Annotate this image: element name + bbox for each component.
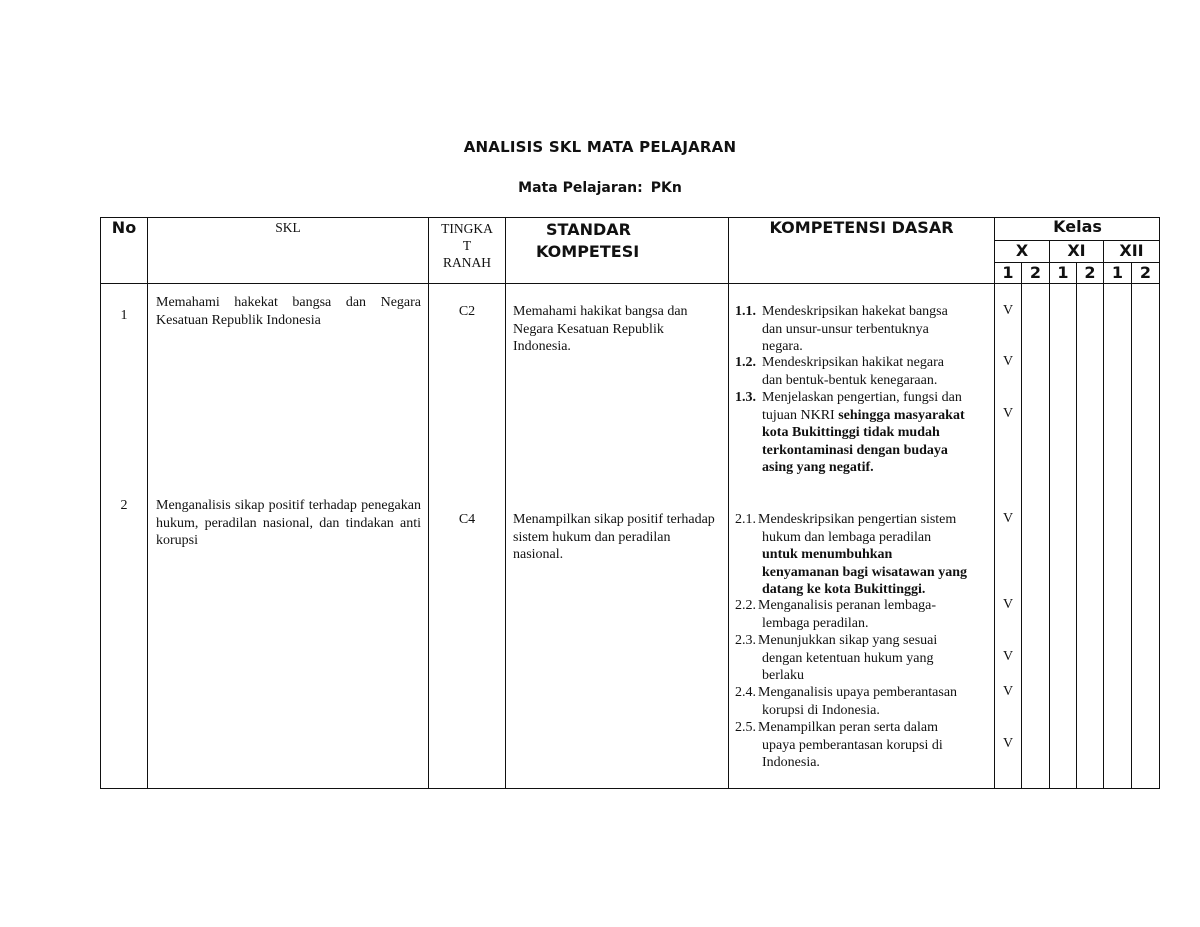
header-kelas-xi: XI (1067, 241, 1086, 260)
kd-text (735, 684, 957, 719)
header-kelas: Kelas (1053, 217, 1102, 236)
header-kelas-xii: XII (1119, 241, 1144, 260)
kelas-x-sem1-mark: V (1002, 354, 1014, 369)
col-line-standar (728, 217, 729, 789)
kd-line: Indonesia. (762, 755, 820, 770)
header-no: No (111, 218, 137, 237)
kd-line: Mendeskripsikan hakekat bangsa (762, 304, 948, 319)
subject-value: PKn (650, 180, 682, 196)
kd-line: Mendeskripsikan pengertian sistem (758, 512, 957, 527)
subject-line (0, 180, 1200, 196)
kd-line: Menampilkan peran serta dalam (758, 720, 938, 735)
row2-ranah: C4 (458, 512, 476, 527)
kelas-x-sem1-mark: V (1002, 649, 1014, 664)
header-semester-x2: 2 (1029, 263, 1042, 282)
kd-text (735, 632, 937, 685)
kelas-x-sem1-mark: V (1002, 597, 1014, 612)
header-kelas-x: X (1015, 241, 1029, 260)
kd-number: 1.2. (735, 355, 756, 370)
kd-number: 2.4. (735, 685, 756, 700)
kd-emphasis: asing yang negatif. (762, 460, 874, 475)
header-semester-x1: 1 (1002, 263, 1014, 282)
kd-emphasis: terkontaminasi dengan budaya (762, 442, 948, 458)
kd-line: dan bentuk-bentuk kenegaraan. (762, 372, 938, 388)
kelas-x-sem1-mark: V (1002, 684, 1014, 699)
kd-number: 2.1. (735, 512, 756, 527)
kd-text (735, 597, 936, 632)
header-standar-kompetensi: STANDAR KOMPETESI (536, 220, 640, 261)
header-kompetensi-dasar: KOMPETENSI DASAR (769, 218, 954, 237)
kd-emphasis: kota Bukittinggi tidak mudah (762, 425, 940, 440)
header-tingkat-ranah: TINGKA T RANAH (441, 221, 493, 270)
kd-line: lembaga peradilan. (762, 615, 869, 631)
kd-line: korupsi di Indonesia. (762, 702, 880, 718)
row1-ranah: C2 (458, 304, 476, 319)
table-border-bottom (100, 788, 1160, 789)
row1-skl: Memahami hakekat bangsa dan Negara Kesatuan Republik Indonesia (156, 295, 421, 328)
header-divider (100, 283, 1160, 284)
kd-line: negara. (762, 339, 803, 354)
kd-line: berlaku (762, 668, 804, 683)
row2-standar: Menampilkan sikap positif terhadap sistem hukum dan peradilan nasional. (513, 512, 715, 562)
subject-label: Mata Pelajaran: (518, 180, 643, 196)
col-line-xii1 (1131, 262, 1132, 789)
kd-number: 1.3. (735, 390, 756, 405)
kd-line: Mendeskripsikan hakikat negara (762, 355, 944, 370)
kd-number: 1.1. (735, 304, 756, 319)
kd-number: 2.5. (735, 720, 756, 735)
kd-emphasis: datang ke kota Bukittinggi. (762, 582, 926, 597)
kd-text (735, 389, 965, 477)
kd-line: Menganalisis peranan lembaga- (758, 598, 937, 613)
kd-number: 2.3. (735, 633, 756, 648)
kd-line: tujuan NKRI (762, 407, 839, 423)
kd-line: Menunjukkan sikap yang sesuai (758, 633, 938, 648)
col-line-x1 (1021, 262, 1022, 789)
document-title: ANALISIS SKL MATA PELAJARAN (463, 138, 737, 156)
kd-line: dengan ketentuan hukum yang (762, 650, 934, 666)
kelas-x-sem1-mark: V (1002, 406, 1014, 421)
kd-line: Menganalisis upaya pemberantasan (758, 685, 958, 700)
col-line-right (1159, 217, 1160, 789)
col-line-xi1 (1076, 262, 1077, 789)
header-semester-xii1: 1 (1111, 263, 1124, 282)
header-skl: SKL (275, 220, 301, 235)
header-semester-xi2: 2 (1084, 263, 1096, 282)
kd-line: hukum dan lembaga peradilan (762, 529, 932, 545)
row2-skl: Menganalisis sikap positif terhadap penegakan hukum, peradilan nasional, dan tindakan anti korupsi (156, 498, 421, 548)
kd-line: dan unsur-unsur terbentuknya (762, 321, 929, 337)
col-line-ranah (505, 217, 506, 789)
skl-table (100, 217, 1160, 789)
kd-number: 2.2. (735, 598, 756, 613)
kelas-x-sem1-mark: V (1002, 736, 1014, 751)
kd-text (735, 303, 948, 356)
kd-emphasis: sehingga masyarakat (838, 407, 965, 423)
kelas-x-sem1-mark: V (1002, 511, 1014, 526)
kd-text (735, 354, 944, 389)
col-line-x2 (1049, 240, 1050, 789)
col-line-xi2 (1103, 240, 1104, 789)
kd-text (735, 511, 967, 599)
header-semester-xi1: 1 (1057, 263, 1069, 282)
row1-no: 1 (120, 308, 128, 323)
row1-standar: Memahami hakikat bangsa dan Negara Kesatuan Republik Indonesia. (513, 304, 688, 354)
kd-emphasis: untuk menumbuhkan (762, 547, 893, 562)
kelas-x-sem1-mark: V (1002, 303, 1014, 318)
kd-line: upaya pemberantasan korupsi di (762, 737, 943, 753)
header-semester-xii2: 2 (1139, 263, 1152, 282)
kd-text (735, 719, 943, 772)
kd-line: Menjelaskan pengertian, fungsi dan (762, 390, 962, 405)
kd-emphasis: kenyamanan bagi wisatawan yang (762, 564, 967, 580)
row2-no: 2 (120, 498, 128, 513)
